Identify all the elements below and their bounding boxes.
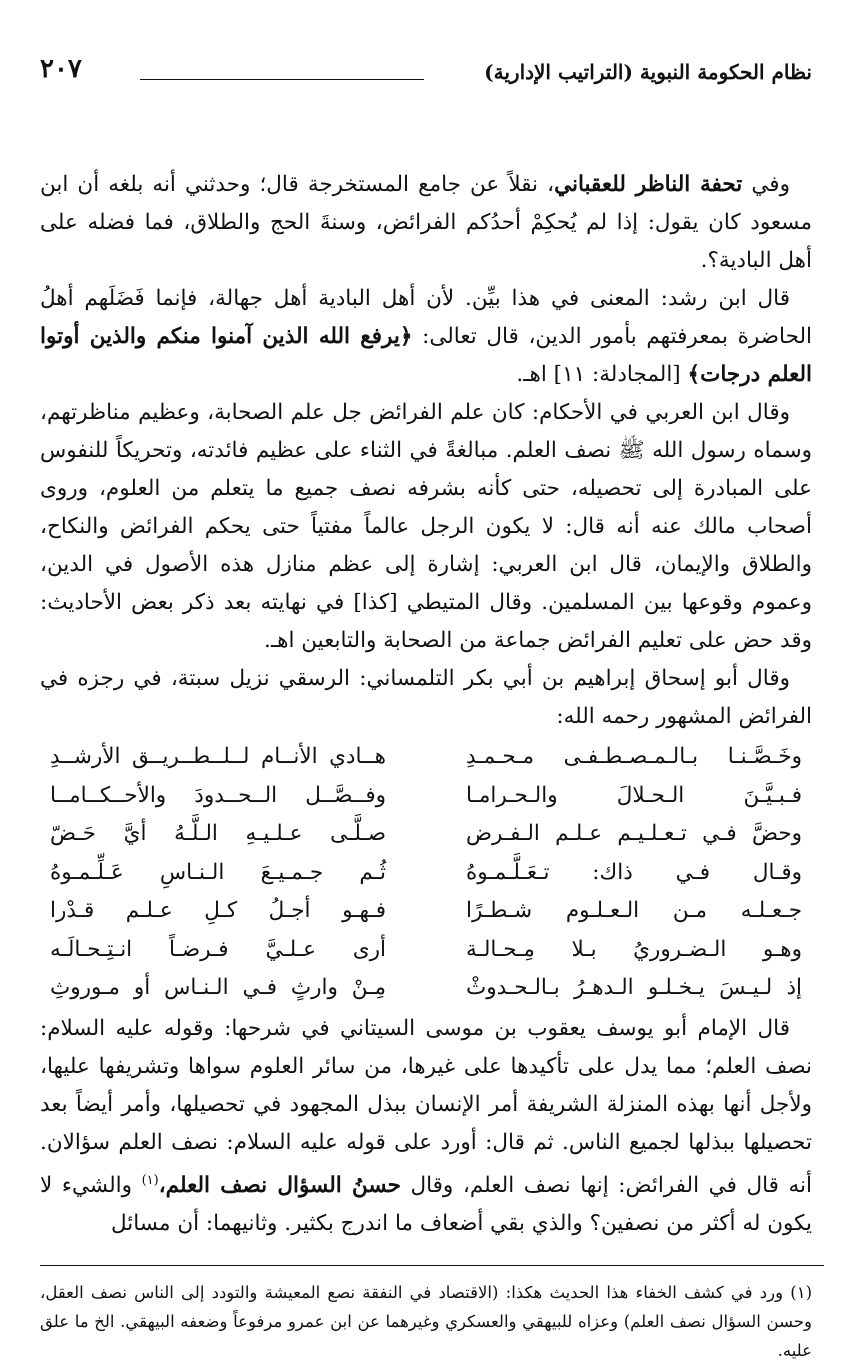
running-title: نظام الحكومة النبوية (التراتيب الإدارية) bbox=[484, 60, 812, 84]
p2-text: قال ابن رشد: المعنى في هذا بيِّن. لأن أهل البادية أهل جهالة، فإنما فَضَلَهم أهلُ الحاضرة بمعرفتهم بأمور الدين، قال تعالى: bbox=[40, 286, 812, 349]
footnote-ref: (١) bbox=[141, 1172, 159, 1188]
hadith-quote: حسنُ السؤال نصف العلم، bbox=[158, 1172, 401, 1198]
page-number: ٢٠٧ bbox=[40, 54, 82, 84]
poem-hemistich-right: جـعـلـه مـن الـعـلـوم شـطـرًا bbox=[466, 898, 802, 923]
p1-text: ، نقلاً عن جامع المستخرجة قال؛ وحدثني أنه بلغه أن ابن مسعود كان يقول: إذا لم يُحكِمْ أحدُكم الفرائض، وسنةَ الحج والطلاق، فما فضله على أهل البادية؟. bbox=[40, 172, 812, 273]
poem-hemistich-left: صـلَّـى عـلـيـهِ الـلَّـهُ أيَّ حَـضّ bbox=[50, 821, 386, 846]
poem-hemistich-right: وخَـصَّـنـا بـالـمـصـطـفـى مـحـمـدِ bbox=[466, 744, 802, 769]
poem-hemistich-left: مِـنْ وارثٍ فـي الـنـاس أو مـوروثِ bbox=[50, 975, 386, 1000]
p5-text-b: والشيء لا يكون له أكثر من نصفين؟ والذي بقي أضعاف ما اندرج بكثير. وثانيهما: أن مسائل bbox=[40, 1172, 812, 1236]
verse-reference: [المجادلة: ١١] اهـ. bbox=[516, 362, 681, 387]
footnote-separator bbox=[40, 1265, 824, 1266]
page-header bbox=[40, 52, 812, 92]
paragraph-3 bbox=[40, 394, 812, 660]
poem-hemistich-right: وحضَّ فـي تـعـلـيـم عـلـم الـفـرض bbox=[466, 821, 802, 846]
p3-text: وقال ابن العربي في الأحكام: كان علم الفرائض جل علم الصحابة، وعظيم مناظرتهم، وسماه رسول الله ﷺ نصف العلم. مبالغةً في الثناء على عظيم فائدته، وتحريكاً للنفوس على المبادرة إلى تحصيله، حتى كأنه بشرفه نصف جميع ما يتعلم من العلوم، وروى أصحاب مالك عنه أنه قال: لا يكون الرجل عالماً مفتياً حتى يحكم الفرائض والنكاح، والطلاق والإيمان، قال ابن العربي: إشارة إلى عظم منازل هذه الأصول في الدين، وعموم وقوعها بين المسلمين. وقال المتيطي [كذا] في نهايته بعد ذكر بعض الأحاديث: وقد حض على تعليم الفرائض جماعة من الصحابة والتابعين اهـ. bbox=[40, 400, 812, 653]
poem-hemistich-right: فـبـيَّـنَ الـحـلالَ والـحـرامـا bbox=[466, 782, 802, 808]
quran-verse: ﴿يرفع الله الذين آمنوا منكم والذين أوتوا العلم درجات﴾ bbox=[40, 324, 812, 387]
header-rule bbox=[140, 79, 424, 80]
paragraph-5 bbox=[40, 1010, 812, 1243]
poem-hemistich-right: وقـال فـي ذاك: تـعَـلَّـمـوهُ bbox=[466, 859, 802, 885]
p5-text-a: قال الإمام أبو يوسف يعقوب بن موسى السيتاني في شرحها: وقوله عليه السلام: نصف العلم؛ مما يدل على تأكيدها على غيرها، من سائر العلوم سواها وتشريفها عليها، ولأجل أنها بهذه المنزلة الشريفة أمر الإنسان ببذل المجهود في تحصيلها، وأمر أيضاً بعد تحصيلها ببذلها لجميع الناس. ثم قال: أورد على قوله عليه السلام: نصف العلم سؤالان. أنه قال في الفرائض: إنها نصف العلم، وقال bbox=[40, 1015, 812, 1198]
poem-hemistich-right: وهـو الـضـروريُ بـلا مِـحـالـة bbox=[466, 936, 802, 962]
paragraph-2 bbox=[40, 280, 812, 394]
footnote-text: (١) ورد في كشف الخفاء هذا الحديث هكذا: (الاقتصاد في النفقة نصع المعيشة والتودد إلى الناس نصف العقل، وحسن السؤال نصف العلم) وعزاه للبيهقي والعسكري وغيرهما عن ابن عمرو مرفوعاً وضعفه البيهقي. الخ ما علق عليه. bbox=[40, 1282, 812, 1360]
p4-text: وقال أبو إسحاق إبراهيم بن أبي بكر التلمساني: الرسقي نزيل سبتة، في رجزه في الفرائض المشهور رحمه الله: bbox=[40, 666, 812, 729]
poem-hemistich-left: ثُـم جـمـيـعَ الـنـاسِ عَـلِّـمـوهُ bbox=[50, 859, 386, 885]
footnote bbox=[40, 1278, 812, 1365]
paragraph-1 bbox=[40, 166, 812, 280]
main-text-continued bbox=[40, 1010, 812, 1243]
book-title: تحفة الناظر للعقباني bbox=[554, 172, 743, 197]
p1-lead: وفي bbox=[751, 172, 790, 197]
poem-hemistich-left: فـهـو أجـلُ كـلِ عـلـم قـدْرا bbox=[50, 898, 386, 923]
poem bbox=[50, 738, 802, 1008]
poem-hemistich-left: وفــصَّــل الــحــدودَ والأحــكــامــا bbox=[50, 782, 386, 808]
poem-hemistich-left: هــادي الأنــام لــلــطــريــق الأرشــدِ bbox=[50, 744, 386, 769]
poem-hemistich-left: أرى عـلـيَّ فـرضـاً انـتِـحـالَـه bbox=[50, 936, 386, 962]
main-text bbox=[40, 166, 812, 736]
paragraph-4 bbox=[40, 660, 812, 736]
poem-hemistich-right: إذ لـيـسَ يـخـلـو الـدهـرُ بـالـحـدوثْ bbox=[466, 975, 802, 1000]
